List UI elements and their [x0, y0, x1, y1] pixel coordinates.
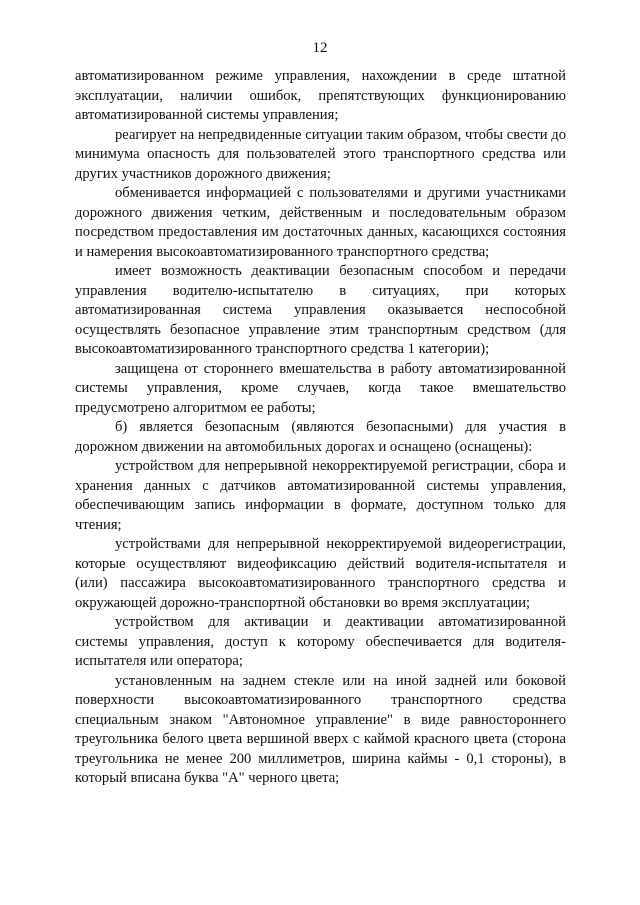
paragraph-activation-device: устройством для активации и деактивации автоматизированной системы управления, доступ к которому обеспечивается для водителя-испытателя или оператора;	[75, 614, 566, 669]
paragraph-reacts-to-unforeseen-situations: реагирует на непредвиденные ситуации таким образом, чтобы свести до минимума опасность для пользователей этого транспортного средства или других участников дорожного движения;	[75, 126, 566, 182]
document-body	[75, 67, 566, 789]
paragraph-data-recording-device: устройством для непрерывной некорректируемой регистрации, сбора и хранения данных с датчиков автоматизированной системы управления, обеспечивающим запись информации в формате, доступном только для чтения;	[75, 458, 566, 533]
paragraph-autonomous-control-sign: установленным на заднем стекле или на иной задней или боковой поверхности высокоавтоматизированного транспортного средства специальным знаком "Автономное управление" в виде равностороннего треугольника белого цвета вершиной вверх с каймой красного цвета (сторона треугольника не менее 200 миллиметров, ширина каймы - 0,1 стороны), в который вписана буква "А" черного цвета;	[75, 672, 566, 786]
paragraph-continuation: автоматизированном режиме управления, нахождении в среде штатной эксплуатации, наличии ошибок, препятствующих функционированию автоматизированной системы управления;	[75, 68, 566, 123]
paragraph-deactivation-capability: имеет возможность деактивации безопасным способом и передачи управления водителю-испытателю в ситуациях, при которых автоматизированная система управления оказывается неспособной осуществлять безопасное управление этим транспортным средством (для высокоавтоматизированного транспортного средства 1 категории);	[75, 263, 566, 357]
page-number: 12	[312, 40, 328, 56]
paragraph-exchanges-information: обменивается информацией с пользователями и другими участниками дорожного движения четким, действенным и последовательным образом посредством предоставления им достаточных данных, касающихся состояния и намерения высокоавтоматизированного транспортного средства;	[75, 185, 566, 260]
paragraph-item-b-safe-for-traffic: б) является безопасным (являются безопасными) для участия в дорожном движении на автомобильных дорогах и оснащено (оснащены):	[75, 419, 566, 455]
paragraph-protected-from-interference: защищена от стороннего вмешательства в работу автоматизированной системы управления, кроме случаев, когда такое вмешательство предусмотрено алгоритмом ее работы;	[75, 360, 566, 416]
paragraph-video-recording-devices: устройствами для непрерывной некорректируемой видеорегистрации, которые осуществляют видеофиксацию действий водителя-испытателя и (или) пассажира высокоавтоматизированного транспортного средства и окружающей дорожно-транспортной обстановки во время эксплуатации;	[75, 536, 566, 611]
